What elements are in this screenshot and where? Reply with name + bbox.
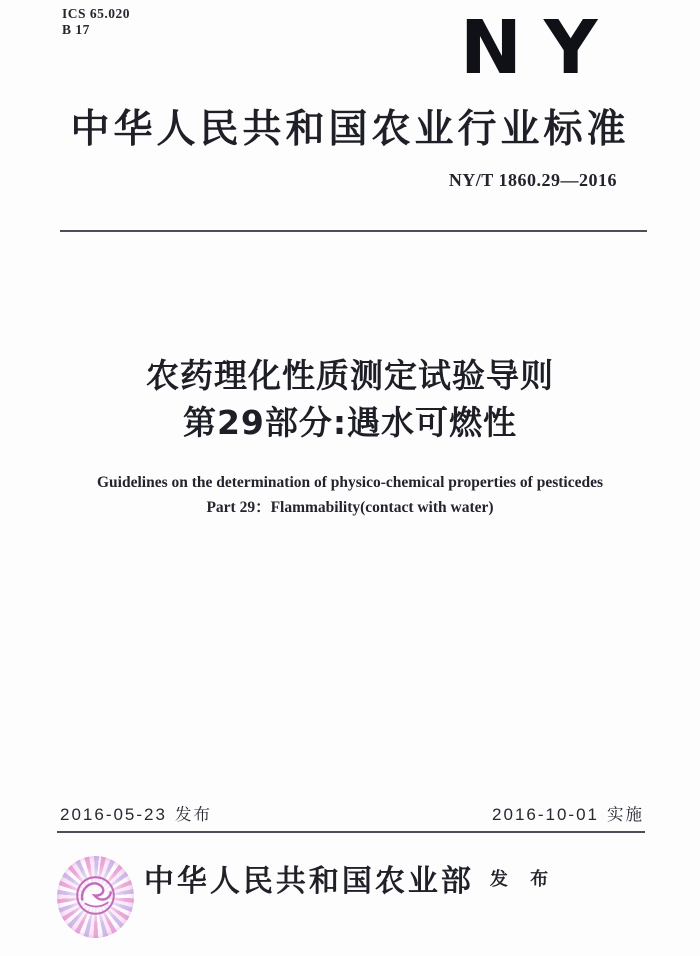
implementation-date: 2016-10-01 <box>492 805 599 824</box>
implementation-date-group <box>492 801 644 825</box>
issue-date-group <box>60 801 212 825</box>
ics-block <box>62 6 130 38</box>
publish-label: 发 布 <box>489 869 557 890</box>
date-row <box>60 801 644 825</box>
main-title-line1: 农药理化性质测定试验导则 <box>146 356 554 395</box>
issue-label: 发布 <box>174 805 212 824</box>
classification-code: B 17 <box>62 22 90 37</box>
main-title-chinese <box>0 352 700 446</box>
english-title-line1: Guidelines on the determination of physico-chemical properties of pesticedes <box>96 474 603 491</box>
main-title-english <box>0 470 700 520</box>
standard-type-title: 中华人民共和国农业行业标准 <box>70 107 630 152</box>
ics-code: ICS 65.020 <box>62 6 131 21</box>
publisher-row <box>0 856 700 900</box>
standard-number: NY/T 1860.29—2016 <box>448 170 617 190</box>
main-title-line2: 第29部分:遇水可燃性 <box>182 403 518 442</box>
publisher-name: 中华人民共和国农业部 <box>143 865 474 898</box>
implementation-label: 实施 <box>607 805 644 824</box>
issue-date: 2016-05-23 <box>60 805 167 824</box>
ny-logo: NY <box>460 5 620 91</box>
header-divider <box>60 230 647 232</box>
footer-divider <box>57 831 645 833</box>
english-title-line2: Part 29：Flammability(contact with water) <box>206 499 494 516</box>
